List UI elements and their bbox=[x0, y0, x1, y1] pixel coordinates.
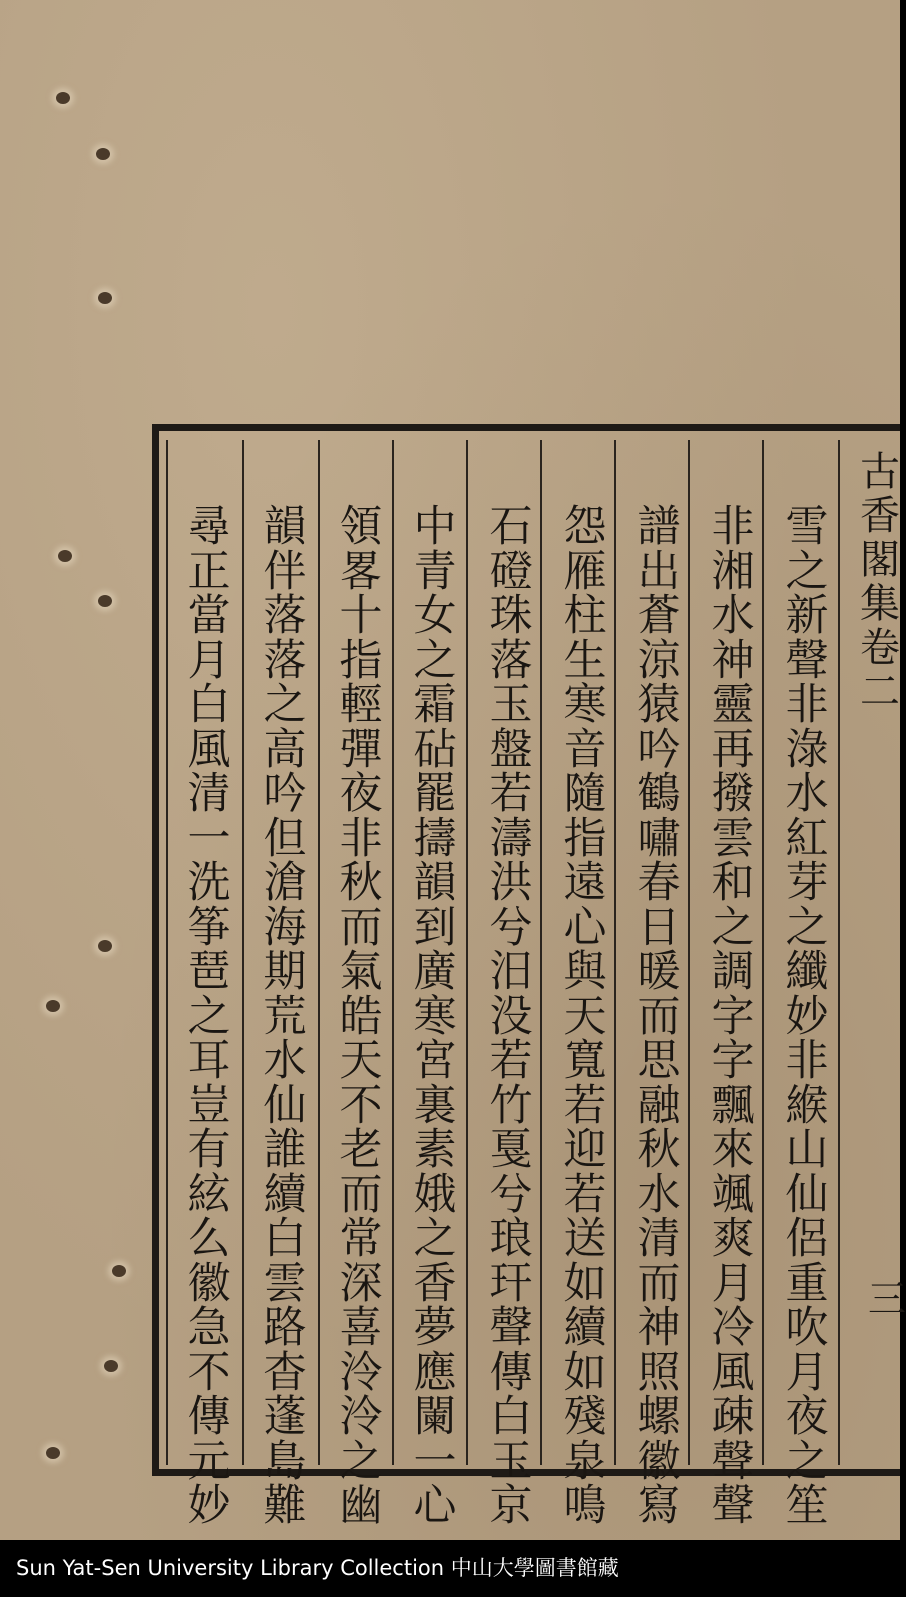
text-char: 續 bbox=[563, 1303, 607, 1353]
text-char: 清 bbox=[187, 769, 231, 819]
text-char: 罷 bbox=[413, 769, 457, 819]
collection-footer: Sun Yat-Sen University Library Collection 中山大學圖書館藏 bbox=[0, 1540, 900, 1597]
text-char: 水 bbox=[711, 591, 755, 641]
text-char: 汨 bbox=[489, 947, 533, 997]
text-char: 芽 bbox=[785, 858, 829, 908]
text-char: 爽 bbox=[711, 1214, 755, 1264]
text-char: 妙 bbox=[785, 991, 829, 1042]
text-char: 雁 bbox=[563, 546, 607, 597]
text-char: 如 bbox=[563, 1258, 607, 1309]
text-char: 暖 bbox=[637, 947, 681, 997]
text-char: 戛 bbox=[489, 1125, 533, 1175]
text-char: 寒 bbox=[413, 991, 457, 1042]
text-char: 鶴 bbox=[637, 769, 681, 819]
text-char: 柱 bbox=[563, 591, 607, 641]
text-char: 清 bbox=[637, 1214, 681, 1264]
text-column-4 bbox=[552, 502, 618, 1531]
text-char: 鳴 bbox=[563, 1481, 607, 1531]
text-char: 洗 bbox=[187, 858, 231, 908]
text-char: 之 bbox=[339, 1436, 383, 1487]
text-char: 不 bbox=[187, 1347, 231, 1398]
text-column-5 bbox=[478, 502, 544, 1531]
text-char: 寬 bbox=[563, 1036, 607, 1086]
text-char: 徽 bbox=[637, 1436, 681, 1487]
text-char: 非 bbox=[339, 813, 383, 864]
text-char: 領 bbox=[339, 502, 383, 552]
text-char: 玉 bbox=[489, 1436, 533, 1487]
text-char: 水 bbox=[637, 1169, 681, 1220]
text-char: 白 bbox=[489, 1392, 533, 1442]
text-char: 應 bbox=[413, 1347, 457, 1398]
text-char: 風 bbox=[187, 724, 231, 775]
text-char: 迎 bbox=[563, 1125, 607, 1175]
text-char: 砧 bbox=[413, 724, 457, 775]
text-char: 重 bbox=[785, 1258, 829, 1309]
text-char: 不 bbox=[339, 1080, 383, 1131]
text-char: 笙 bbox=[785, 1481, 829, 1531]
text-char: 月 bbox=[785, 1347, 829, 1398]
text-char: 泠 bbox=[339, 1347, 383, 1398]
text-char: 盤 bbox=[489, 724, 533, 775]
text-char: 雲 bbox=[711, 813, 755, 864]
binding-hole bbox=[98, 292, 112, 304]
text-char: 落 bbox=[263, 635, 307, 686]
text-char: 到 bbox=[413, 902, 457, 953]
text-char: 續 bbox=[263, 1169, 307, 1220]
text-char: 擣 bbox=[413, 813, 457, 864]
text-char: 非 bbox=[711, 502, 755, 552]
text-column-3 bbox=[626, 502, 692, 1531]
column-rule bbox=[318, 440, 320, 1465]
text-char: 琶 bbox=[187, 947, 231, 997]
text-char: 磴 bbox=[489, 546, 533, 597]
text-char: 霜 bbox=[413, 680, 457, 730]
text-char: 期 bbox=[263, 947, 307, 997]
text-char: 雲 bbox=[263, 1258, 307, 1309]
text-char: 高 bbox=[263, 724, 307, 775]
text-char: 雪 bbox=[785, 502, 829, 552]
text-char: 之 bbox=[785, 902, 829, 953]
binding-hole bbox=[46, 1000, 60, 1012]
text-char: 島 bbox=[263, 1436, 307, 1487]
text-char: 涼 bbox=[637, 635, 681, 686]
text-char: 之 bbox=[785, 546, 829, 597]
text-char: 仙 bbox=[263, 1080, 307, 1131]
text-char: 幽 bbox=[339, 1481, 383, 1531]
text-char: 韻 bbox=[263, 502, 307, 552]
text-char: 女 bbox=[413, 591, 457, 641]
text-char: 尋 bbox=[187, 502, 231, 552]
text-char: 字 bbox=[711, 991, 755, 1042]
text-char: 絃 bbox=[187, 1169, 231, 1220]
title-char: 古 bbox=[860, 449, 900, 495]
text-char: 聲 bbox=[711, 1436, 755, 1487]
text-char: 玕 bbox=[489, 1258, 533, 1309]
text-char: 皓 bbox=[339, 991, 383, 1042]
text-char: 么 bbox=[187, 1214, 231, 1264]
text-column-2 bbox=[700, 502, 766, 1531]
text-char: 來 bbox=[711, 1125, 755, 1175]
text-char: 落 bbox=[263, 591, 307, 641]
text-char: 緱 bbox=[785, 1080, 829, 1131]
text-char: 之 bbox=[413, 635, 457, 686]
text-char: 音 bbox=[563, 724, 607, 775]
text-char: 出 bbox=[637, 546, 681, 597]
text-char: 路 bbox=[263, 1303, 307, 1353]
text-char: 老 bbox=[339, 1125, 383, 1175]
text-char: 白 bbox=[263, 1214, 307, 1264]
text-char: 猿 bbox=[637, 680, 681, 730]
text-char: 與 bbox=[563, 947, 607, 997]
book-title-column bbox=[860, 450, 900, 714]
text-char: 秋 bbox=[637, 1125, 681, 1175]
text-char: 紅 bbox=[785, 813, 829, 864]
binding-hole bbox=[46, 1447, 60, 1459]
text-char: 杳 bbox=[263, 1347, 307, 1398]
text-char: 急 bbox=[187, 1303, 231, 1353]
binding-hole bbox=[58, 550, 72, 562]
text-char: 白 bbox=[187, 680, 231, 730]
text-char: 撥 bbox=[711, 769, 755, 819]
text-char: 侶 bbox=[785, 1214, 829, 1264]
text-char: 嘯 bbox=[637, 813, 681, 864]
text-char: 殘 bbox=[563, 1392, 607, 1442]
text-char: 湘 bbox=[711, 546, 755, 597]
text-column-7 bbox=[328, 502, 394, 1531]
text-char: 氣 bbox=[339, 947, 383, 997]
text-char: 香 bbox=[413, 1258, 457, 1309]
text-char: 元 bbox=[187, 1436, 231, 1487]
text-char: 石 bbox=[489, 502, 533, 552]
text-char: 夜 bbox=[785, 1392, 829, 1442]
text-char: 當 bbox=[187, 591, 231, 641]
text-char: 吹 bbox=[785, 1303, 829, 1353]
text-char: 之 bbox=[263, 680, 307, 730]
text-char: 海 bbox=[263, 902, 307, 953]
text-char: 喜 bbox=[339, 1303, 383, 1353]
text-char: 筝 bbox=[187, 902, 231, 953]
text-char: 荒 bbox=[263, 991, 307, 1042]
text-char: 淥 bbox=[785, 724, 829, 775]
text-char: 山 bbox=[785, 1125, 829, 1175]
text-char: 而 bbox=[339, 1169, 383, 1220]
text-char: 月 bbox=[187, 635, 231, 686]
text-char: 心 bbox=[413, 1481, 457, 1531]
text-char: 泠 bbox=[339, 1392, 383, 1442]
text-char: 而 bbox=[637, 1258, 681, 1309]
text-char: 伴 bbox=[263, 546, 307, 597]
text-char: 隨 bbox=[563, 769, 607, 819]
text-char: 寫 bbox=[637, 1481, 681, 1531]
text-char: 蒼 bbox=[637, 591, 681, 641]
text-char: 冷 bbox=[711, 1303, 755, 1353]
text-char: 若 bbox=[563, 1080, 607, 1131]
text-char: 日 bbox=[637, 902, 681, 953]
title-char: 香 bbox=[860, 493, 900, 539]
text-char: 一 bbox=[187, 813, 231, 864]
text-char: 神 bbox=[711, 635, 755, 686]
text-char: 琅 bbox=[489, 1214, 533, 1264]
text-char: 天 bbox=[339, 1036, 383, 1086]
text-char: 有 bbox=[187, 1125, 231, 1175]
column-rule bbox=[166, 440, 168, 1465]
text-char: 如 bbox=[563, 1347, 607, 1398]
text-char: 非 bbox=[785, 1036, 829, 1086]
text-char: 指 bbox=[563, 813, 607, 864]
text-char: 珠 bbox=[489, 591, 533, 641]
text-char: 仙 bbox=[785, 1169, 829, 1220]
text-char: 調 bbox=[711, 947, 755, 997]
text-char: 水 bbox=[263, 1036, 307, 1086]
text-char: 京 bbox=[489, 1481, 533, 1531]
text-column-1 bbox=[774, 502, 840, 1531]
text-char: 兮 bbox=[489, 1169, 533, 1220]
text-char: 春 bbox=[637, 858, 681, 908]
text-char: 没 bbox=[489, 991, 533, 1042]
text-char: 之 bbox=[413, 1214, 457, 1264]
text-char: 十 bbox=[339, 591, 383, 641]
text-char: 譜 bbox=[637, 502, 681, 552]
text-char: 廣 bbox=[413, 947, 457, 997]
text-char: 常 bbox=[339, 1214, 383, 1264]
text-char: 融 bbox=[637, 1080, 681, 1131]
text-char: 風 bbox=[711, 1347, 755, 1398]
text-char: 送 bbox=[563, 1214, 607, 1264]
text-char: 生 bbox=[563, 635, 607, 686]
text-char: 思 bbox=[637, 1036, 681, 1086]
text-char: 裏 bbox=[413, 1080, 457, 1131]
text-char: 怨 bbox=[563, 502, 607, 552]
text-char: 畧 bbox=[339, 546, 383, 597]
text-char: 而 bbox=[339, 902, 383, 953]
text-char: 照 bbox=[637, 1347, 681, 1398]
text-char: 素 bbox=[413, 1125, 457, 1175]
text-char: 韻 bbox=[413, 858, 457, 908]
text-char: 吟 bbox=[637, 724, 681, 775]
text-char: 正 bbox=[187, 546, 231, 597]
title-char: 集 bbox=[860, 581, 900, 627]
text-char: 妙 bbox=[187, 1481, 231, 1531]
text-char: 宮 bbox=[413, 1036, 457, 1086]
text-char: 夜 bbox=[339, 769, 383, 819]
text-char: 竹 bbox=[489, 1080, 533, 1131]
text-char: 月 bbox=[711, 1258, 755, 1309]
binding-hole bbox=[104, 1360, 118, 1372]
text-char: 彈 bbox=[339, 724, 383, 775]
text-char: 之 bbox=[785, 1436, 829, 1487]
title-char: 閣 bbox=[860, 537, 900, 583]
text-char: 徽 bbox=[187, 1258, 231, 1309]
text-char: 新 bbox=[785, 591, 829, 641]
text-char: 泉 bbox=[563, 1436, 607, 1487]
text-char: 再 bbox=[711, 724, 755, 775]
text-char: 非 bbox=[785, 680, 829, 730]
text-char: 若 bbox=[489, 1036, 533, 1086]
text-char: 秋 bbox=[339, 858, 383, 908]
text-char: 寒 bbox=[563, 680, 607, 730]
text-char: 若 bbox=[563, 1169, 607, 1220]
text-char: 神 bbox=[637, 1303, 681, 1353]
text-char: 深 bbox=[339, 1258, 383, 1309]
text-char: 吟 bbox=[263, 769, 307, 819]
text-char: 中 bbox=[413, 502, 457, 552]
text-char: 天 bbox=[563, 991, 607, 1042]
text-char: 聲 bbox=[785, 635, 829, 686]
text-char: 心 bbox=[563, 902, 607, 953]
text-char: 娥 bbox=[413, 1169, 457, 1220]
binding-hole bbox=[98, 595, 112, 607]
text-column-9 bbox=[176, 502, 242, 1531]
text-char: 飄 bbox=[711, 1080, 755, 1131]
text-char: 闌 bbox=[413, 1392, 457, 1442]
text-char: 字 bbox=[711, 1036, 755, 1086]
text-char: 洪 bbox=[489, 858, 533, 908]
text-char: 玉 bbox=[489, 680, 533, 730]
text-char: 濤 bbox=[489, 813, 533, 864]
text-char: 輕 bbox=[339, 680, 383, 730]
page-number: 三 bbox=[868, 1277, 906, 1321]
binding-hole bbox=[56, 92, 70, 104]
text-char: 聲 bbox=[489, 1303, 533, 1353]
binding-hole bbox=[96, 148, 110, 160]
text-char: 豈 bbox=[187, 1080, 231, 1131]
title-char: 二 bbox=[860, 669, 900, 715]
text-char: 水 bbox=[785, 769, 829, 819]
text-char: 耳 bbox=[187, 1036, 231, 1086]
text-char: 颯 bbox=[711, 1169, 755, 1220]
column-rule bbox=[242, 440, 244, 1465]
text-char: 之 bbox=[711, 902, 755, 953]
text-char: 傳 bbox=[489, 1347, 533, 1398]
text-char: 夢 bbox=[413, 1303, 457, 1353]
text-char: 遠 bbox=[563, 858, 607, 908]
binding-hole bbox=[98, 940, 112, 952]
text-char: 傳 bbox=[187, 1392, 231, 1442]
text-column-8 bbox=[252, 502, 318, 1531]
text-char: 纖 bbox=[785, 947, 829, 997]
title-char: 卷 bbox=[860, 625, 900, 671]
text-char: 青 bbox=[413, 546, 457, 597]
text-char: 指 bbox=[339, 635, 383, 686]
text-char: 疎 bbox=[711, 1392, 755, 1442]
text-char: 落 bbox=[489, 635, 533, 686]
text-char: 而 bbox=[637, 991, 681, 1042]
text-char: 和 bbox=[711, 858, 755, 908]
text-char: 滄 bbox=[263, 858, 307, 908]
text-char: 靈 bbox=[711, 680, 755, 730]
binding-hole bbox=[112, 1265, 126, 1277]
text-char: 蓬 bbox=[263, 1392, 307, 1442]
text-char: 螺 bbox=[637, 1392, 681, 1442]
text-char: 誰 bbox=[263, 1125, 307, 1175]
text-char: 之 bbox=[187, 991, 231, 1042]
text-char: 一 bbox=[413, 1436, 457, 1487]
text-column-6 bbox=[402, 502, 468, 1531]
text-char: 聲 bbox=[711, 1481, 755, 1531]
text-char: 但 bbox=[263, 813, 307, 864]
text-char: 難 bbox=[263, 1481, 307, 1531]
text-char: 若 bbox=[489, 769, 533, 819]
text-char: 兮 bbox=[489, 902, 533, 953]
